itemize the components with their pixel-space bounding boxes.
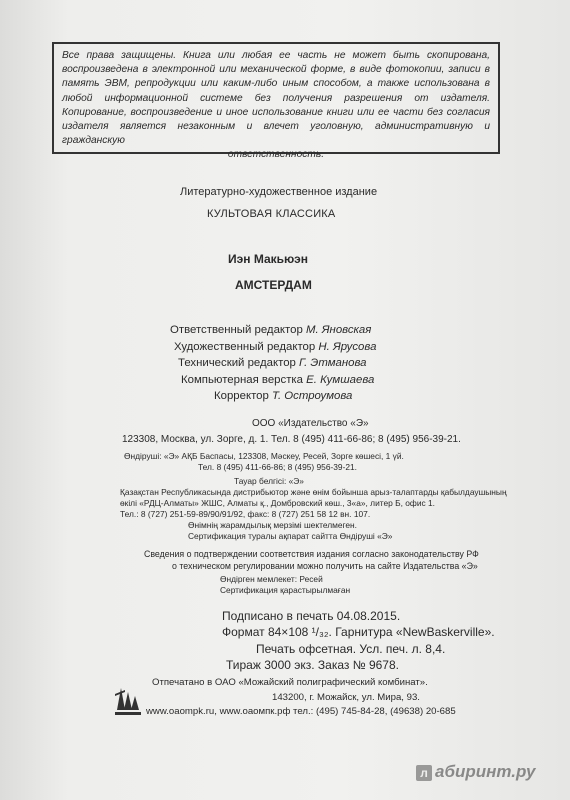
printer-contacts: www.oaompk.ru, www.оаомпк.рф тел.: (495) 745-84-28, (49638) 20-685 [146,706,456,718]
trademark-line: Тауар белгісі: «Э» [234,476,304,486]
copyright-notice-last-line: ответственность. [227,149,325,161]
credit-line: Технический редактор Г. Этманова [178,357,367,370]
credit-line: Художественный редактор Н. Ярусова [174,340,377,353]
publisher-name: ООО «Издательство «Э» [252,418,369,429]
kz-producer-block: Өндіруші: «Э» АҚБ Баспасы, 123308, Мәскеу, Ресей, Зорге көшесі, 1 үй. Тел. 8 (495) 411-66-86; 8 (495) 956-39-21. [124,451,404,473]
labirint-watermark [416,762,535,782]
kz-distributor-block: Қазақстан Республикасында дистрибьютор және өнім бойынша арыз-талаптарды қабылдаушының өкілі «РДЦ-Алматы» ЖШС, Алматы қ., Домбровский көш., 3«а», литер Б, офис 1. Тел.: 8 (727) 251-59-89/90/91/92, факс: 8 (727) 251 58 12 вн. 107. [120,487,507,520]
copyright-notice-text: Все права защищены. Книга или любая ее часть не может быть скопирована, воспроизведена в электронной или механической форме, в виде фотокопии, записи в память ЭВМ, репродукции или каким-либо иным способом, а также использована в любой информационной системе без получения разрешения от издателя. Копирование, воспроизведение и иное использование книги или ее части без согласия издателя является незаконным и влечет уголовную, административную и гражданскую [62,50,490,147]
printer-info [146,676,456,720]
print-info [222,608,495,674]
credit-line: Корректор Т. Остроумова [214,390,353,403]
certification-info: Сведения о подтверждении соответствия издания согласно законодательству РФ о техническом регулировании можно получить на сайте Издательства «Э» [144,549,479,571]
copyright-notice-box [52,42,500,161]
kz-validity-block: Өнімнің жарамдылық мерзімі шектелмеген. Сертификация туралы ақпарат сайтта Өндіруші «Э» [188,520,393,542]
credit-line: Компьютерная верстка Е. Кумшаева [181,373,375,386]
credit-line: Ответственный редактор М. Яновская [170,324,372,336]
series-name: КУЛЬТОВАЯ КЛАССИКА [207,208,336,220]
printing-line: Печать офсетная. Усл. печ. л. 8,4. [256,641,446,656]
origin-info: Өндірген мемлекет: Ресей Сертификация қарастырылмаған [220,574,351,596]
publisher-address: 123308, Москва, ул. Зорге, д. 1. Тел. 8 (495) 411-66-86; 8 (495) 956-39-21. [122,434,461,445]
printer-address: 143200, г. Можайск, ул. Мира, 93. [272,691,420,703]
book-title: АМСТЕРДАМ [235,278,312,292]
signed-date: Подписано в печать 04.08.2015. [222,609,401,623]
format-line: Формат 84×108 ¹/₃₂. Гарнитура «NewBaskerville». [222,625,495,640]
author-name: Иэн Макьюэн [228,252,308,266]
watermark-text: абиринт.ру [435,762,536,781]
run-line: Тираж 3000 экз. Заказ № 9678. [226,658,399,673]
edition-type: Литературно-художественное издание [180,186,378,198]
printer-name: Отпечатано в ОАО «Можайский полиграфический комбинат». [152,677,428,688]
labirint-logo-icon: л [416,765,432,781]
printing-plant-logo-icon [113,682,143,718]
credits-list [170,322,376,405]
